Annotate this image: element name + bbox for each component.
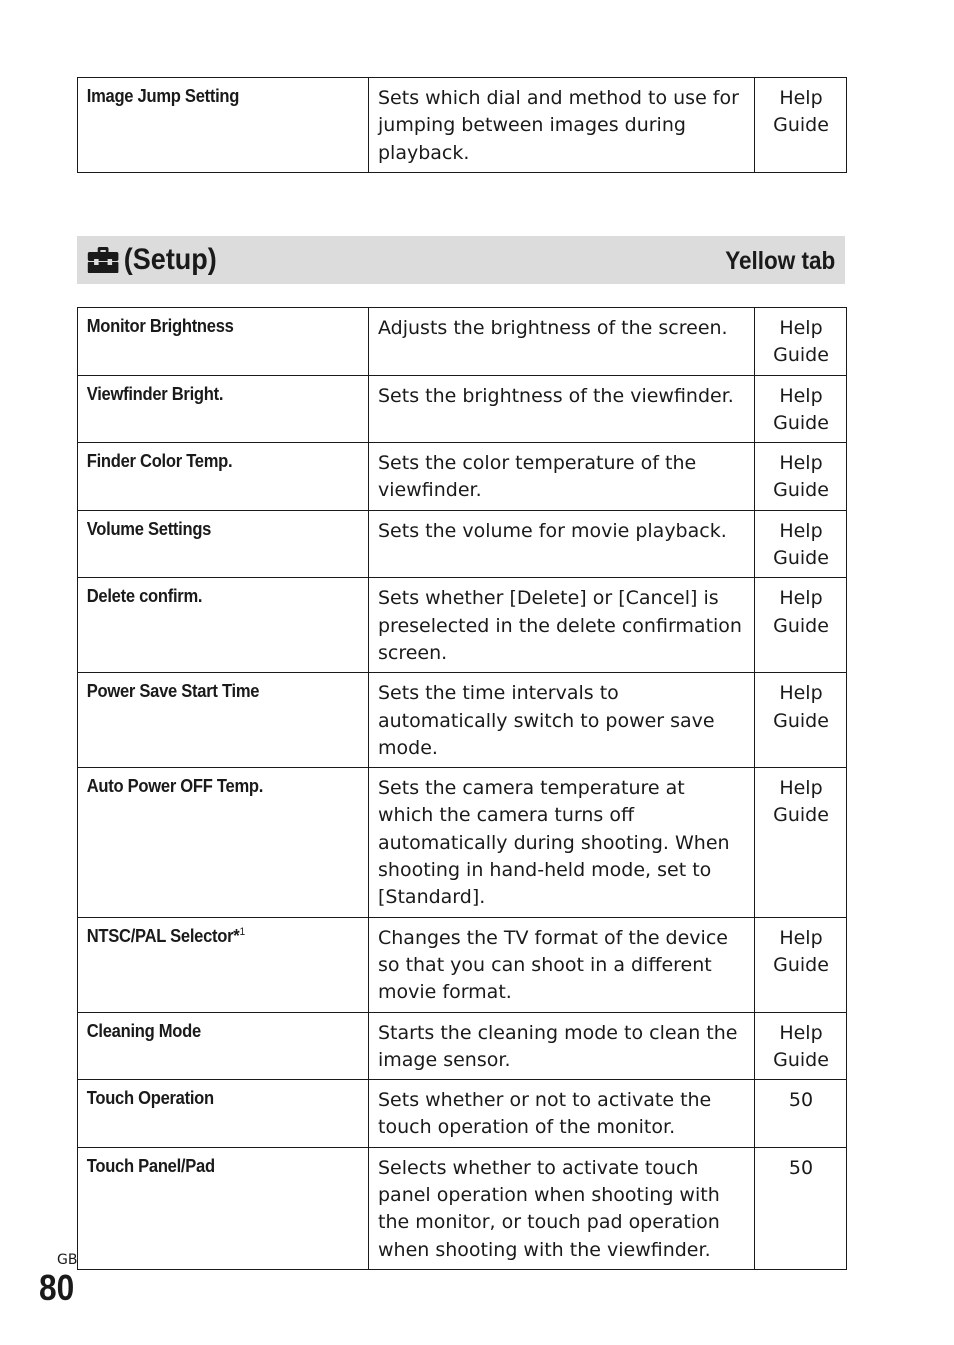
table-row [78, 578, 847, 673]
table-row [78, 673, 847, 768]
setting-name [78, 510, 346, 578]
table-row [78, 375, 847, 443]
footnote-marker: 1 [238, 925, 245, 938]
setting-description: Sets which dial and method to use for jumping between images during playback. [369, 78, 755, 173]
tab-color-label: Yellow tab [724, 247, 835, 275]
table-row [78, 1080, 847, 1148]
setting-reference: Help Guide [755, 510, 847, 578]
table-row [78, 78, 847, 173]
section-title-text: (Setup) [123, 243, 217, 276]
section-title [86, 240, 217, 280]
setting-description: Sets the camera temperature at which the camera turns off automatically during shooting. When shooting in hand-held mode, set to [Standard]. [369, 768, 755, 917]
page-number: 80 [39, 1267, 75, 1308]
setting-name [78, 578, 346, 673]
setting-name-text: Delete confirm. [86, 586, 202, 607]
table-row [78, 510, 847, 578]
setting-name-text: Touch Operation [86, 1088, 214, 1109]
setting-description: Changes the TV format of the device so that you can shoot in a different movie format. [369, 917, 755, 1012]
setting-description: Sets the brightness of the viewfinder. [369, 375, 755, 443]
setting-reference: Help Guide [755, 375, 847, 443]
setting-name-text: NTSC/PAL Selector* [86, 925, 239, 946]
setting-reference: Help Guide [755, 673, 847, 768]
toolbox-icon [86, 245, 122, 275]
setting-description: Selects whether to activate touch panel operation when shooting with the monitor, or touch pad operation when shooting with the viewfinder. [369, 1147, 755, 1269]
image-jump-table [77, 77, 847, 173]
table-row [78, 1012, 847, 1080]
setting-description: Sets whether or not to activate the touch operation of the monitor. [369, 1080, 755, 1148]
setting-name [78, 443, 346, 511]
setting-name [78, 768, 346, 917]
setup-settings-table [77, 307, 847, 1270]
setting-name [78, 375, 346, 443]
setting-reference: Help Guide [755, 443, 847, 511]
setting-name [78, 1147, 346, 1269]
table-row [78, 1147, 847, 1269]
table-row [78, 308, 847, 376]
setting-description: Sets the time intervals to automatically switch to power save mode. [369, 673, 755, 768]
setting-name [78, 673, 346, 768]
setting-name-text: Volume Settings [86, 518, 211, 539]
setting-reference: 50 [755, 1147, 847, 1269]
setting-name-text: Cleaning Mode [86, 1020, 201, 1041]
setting-name-text: Viewfinder Bright. [86, 383, 223, 404]
setting-reference: Help Guide [755, 78, 847, 173]
table-row [78, 917, 847, 1012]
setting-reference: Help Guide [755, 1012, 847, 1080]
setting-description: Sets the volume for movie playback. [369, 510, 755, 578]
setting-name-text: Touch Panel/Pad [86, 1155, 215, 1176]
setting-reference: 50 [755, 1080, 847, 1148]
setting-name: Image Jump Setting [78, 78, 346, 173]
setting-reference: Help Guide [755, 578, 847, 673]
setting-name-text: Monitor Brightness [86, 316, 234, 336]
setting-name [78, 308, 346, 376]
setting-reference: Help Guide [755, 917, 847, 1012]
setting-name-text: Power Save Start Time [86, 681, 259, 702]
setting-description: Starts the cleaning mode to clean the image sensor. [369, 1012, 755, 1080]
setting-reference: Help Guide [755, 308, 847, 376]
setting-name-text: Auto Power OFF Temp. [86, 776, 263, 797]
language-code: GB [57, 1252, 78, 1268]
setting-reference: Help Guide [755, 768, 847, 917]
section-header [77, 236, 845, 284]
setting-description: Adjusts the brightness of the screen. [369, 308, 755, 376]
setting-description: Sets the color temperature of the viewfinder. [369, 443, 755, 511]
setting-description: Sets whether [Delete] or [Cancel] is preselected in the delete confirmation screen. [369, 578, 755, 673]
setting-name [78, 1080, 346, 1148]
setting-name [78, 917, 346, 1012]
table-row [78, 443, 847, 511]
setting-name-text: Finder Color Temp. [86, 451, 232, 472]
setting-name [78, 1012, 346, 1080]
table-row [78, 768, 847, 917]
